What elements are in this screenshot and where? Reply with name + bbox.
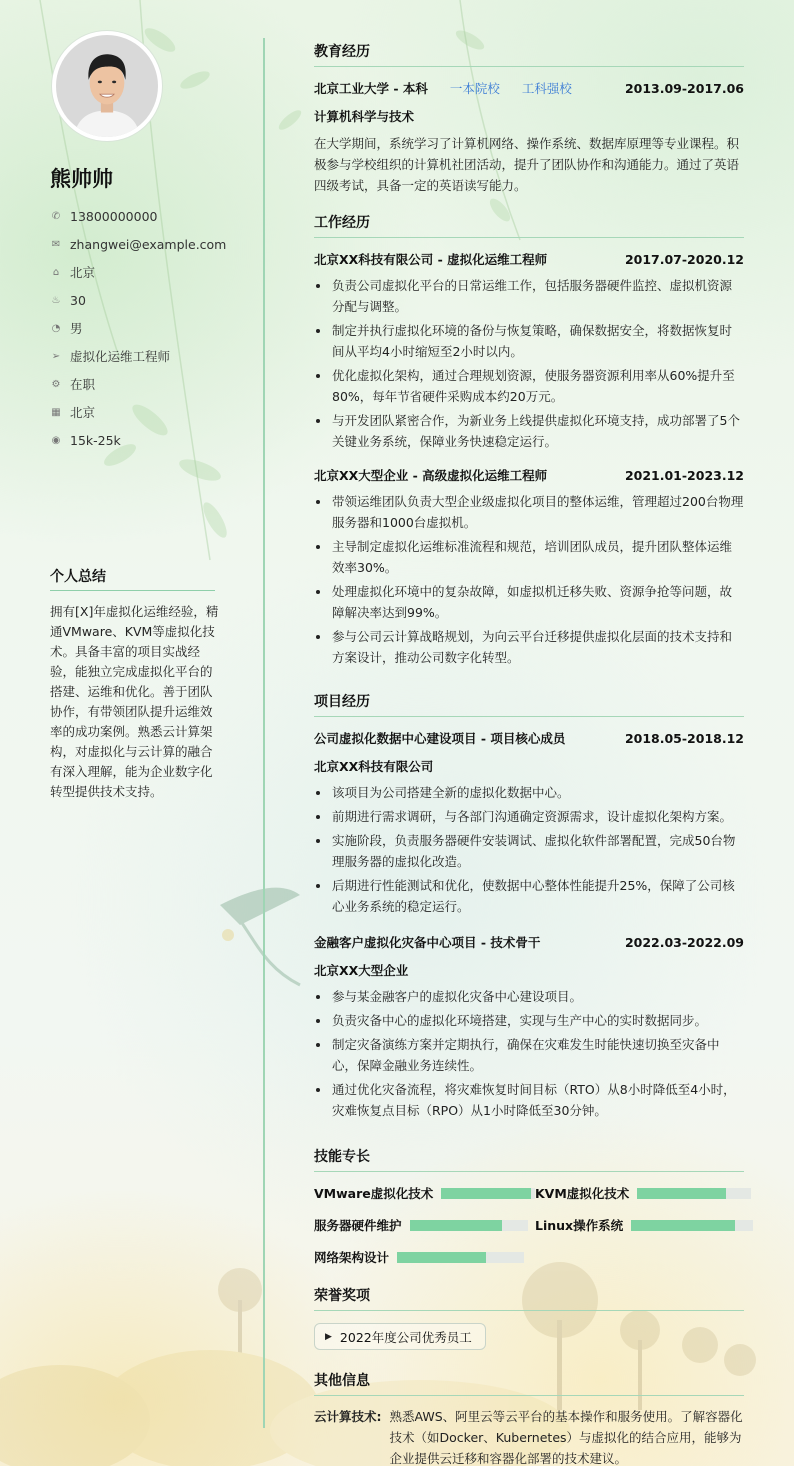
column-divider bbox=[263, 38, 265, 1428]
list-item: 负责灾备中心的虚拟化环境搭建，实现与生产中心的实时数据同步。 bbox=[314, 1010, 744, 1031]
sidebar bbox=[0, 0, 264, 1466]
settings-icon: ⚙ bbox=[51, 378, 61, 390]
work-bullets bbox=[314, 275, 744, 455]
list-item: 制定并执行虚拟化环境的备份与恢复策略，确保数据安全，将数据恢复时间从平均4小时缩短至2小时以内。 bbox=[314, 320, 744, 362]
other-title: 其他信息 bbox=[314, 1370, 744, 1396]
info-location bbox=[50, 258, 226, 286]
honors-title: 荣誉奖项 bbox=[314, 1285, 744, 1311]
education-tag: 工科强校 bbox=[521, 81, 572, 96]
status-value: 在职 bbox=[70, 377, 96, 392]
education-desc: 在大学期间，系统学习了计算机网络、操作系统、数据库原理等专业课程。积极参与学校组织的计算机社团活动，提升了团队协作和沟通能力。通过了英语四级考试，具备一定的英语读写能力。 bbox=[314, 136, 740, 193]
play-icon: ▶ bbox=[325, 1331, 332, 1342]
skill-bar-fill bbox=[397, 1252, 486, 1263]
skill-bar-fill bbox=[410, 1220, 502, 1231]
education-major: 计算机科学与技术 bbox=[314, 109, 415, 124]
list-item: 优化虚拟化架构，通过合理规划资源，使服务器资源利用率从60%提升至80%，每年节省硬件采购成本约20万元。 bbox=[314, 365, 744, 407]
gender-value: 男 bbox=[70, 321, 83, 336]
project-item-heading bbox=[314, 933, 744, 951]
skill-item bbox=[535, 1216, 753, 1234]
info-email bbox=[50, 230, 226, 258]
list-item: 制定灾备演练方案并定期执行，确保在灾难发生时能快速切换至灾备中心，保障金融业务连续性。 bbox=[314, 1034, 744, 1076]
education-date: 2013.09-2017.06 bbox=[624, 80, 744, 96]
skill-bar bbox=[410, 1220, 528, 1231]
project-bullets bbox=[314, 782, 744, 920]
salary-value: 15k-25k bbox=[70, 432, 121, 448]
location-value: 北京 bbox=[70, 265, 96, 280]
work-title: 工作经历 bbox=[314, 212, 744, 238]
info-age bbox=[50, 286, 226, 314]
job-target-value: 虚拟化运维工程师 bbox=[70, 349, 171, 364]
other-text: 熟悉AWS、阿里云等云平台的基本操作和服务使用。了解容器化技术（如Docker、Kubernetes）与虚拟化的结合应用，能够为企业提供云迁移和容器化部署的技术建议。 bbox=[389, 1409, 743, 1466]
list-item: 该项目为公司搭建全新的虚拟化数据中心。 bbox=[314, 782, 744, 803]
other-label: 云计算技术: bbox=[314, 1409, 382, 1424]
info-gender bbox=[50, 314, 226, 342]
education-tag: 一本院校 bbox=[449, 81, 500, 96]
honor-label: 2022年度公司优秀员工 bbox=[339, 1329, 472, 1345]
work-heading: 北京XX科技有限公司 - 虚拟化运维工程师 bbox=[314, 252, 548, 267]
skill-bar bbox=[631, 1220, 753, 1231]
list-item: 带领运维团队负责大型企业级虚拟化项目的整体运维，管理超过200台物理服务器和1000台虚拟机。 bbox=[314, 491, 744, 533]
project-date: 2018.05-2018.12 bbox=[624, 730, 744, 746]
list-item: 前期进行需求调研，与各部门沟通确定资源需求，设计虚拟化架构方案。 bbox=[314, 806, 744, 827]
home-icon: ⌂ bbox=[52, 266, 60, 278]
skills-title: 技能专长 bbox=[314, 1146, 744, 1172]
skill-bar bbox=[441, 1188, 535, 1199]
candidate-name: 熊帅帅 bbox=[50, 167, 113, 191]
info-job-target bbox=[50, 342, 226, 370]
list-item: 负责公司虚拟化平台的日常运维工作，包括服务器硬件监控、虚拟机资源分配与调整。 bbox=[314, 275, 744, 317]
skill-bar-fill bbox=[441, 1188, 530, 1199]
other-info bbox=[314, 1406, 744, 1466]
education-school: 北京工业大学 - 本科 bbox=[314, 81, 428, 96]
avatar bbox=[52, 31, 162, 141]
skill-item bbox=[535, 1184, 751, 1202]
phone-icon: ✆ bbox=[51, 210, 61, 222]
list-item: 通过优化灾备流程，将灾难恢复时间目标（RTO）从8小时降低至4小时，灾难恢复点目标（RPO）从1小时降低至30分钟。 bbox=[314, 1079, 744, 1121]
skill-bar bbox=[637, 1188, 751, 1199]
list-item: 实施阶段，负责服务器硬件安装调试、虚拟化软件部署配置，完成50台物理服务器的虚拟化改造。 bbox=[314, 830, 744, 872]
project-org: 北京XX大型企业 bbox=[314, 963, 409, 978]
info-status bbox=[50, 370, 226, 398]
list-item: 后期进行性能测试和优化，使数据中心整体性能提升25%，保障了公司核心业务系统的稳定运行。 bbox=[314, 875, 744, 917]
info-salary bbox=[50, 426, 226, 454]
age-value: 30 bbox=[70, 292, 86, 308]
cake-icon: ♨ bbox=[51, 294, 61, 306]
project-bullets bbox=[314, 986, 744, 1124]
info-phone bbox=[50, 202, 226, 230]
mail-icon: ✉ bbox=[51, 238, 61, 250]
education-title: 教育经历 bbox=[314, 41, 744, 67]
skill-item bbox=[314, 1248, 524, 1266]
email-value: zhangwei@example.com bbox=[70, 236, 227, 252]
building-icon: ▦ bbox=[51, 406, 61, 418]
list-item: 参与某金融客户的虚拟化灾备中心建设项目。 bbox=[314, 986, 744, 1007]
work-bullets bbox=[314, 491, 744, 671]
education-school-line bbox=[314, 79, 572, 97]
project-heading: 金融客户虚拟化灾备中心项目 - 技术骨干 bbox=[314, 935, 541, 950]
work-item-heading bbox=[314, 250, 744, 268]
summary-text: 拥有[X]年虚拟化运维经验，精通VMware、KVM等虚拟化技术。具备丰富的项目实战经验，能独立完成虚拟化平台的搭建、运维和优化。善于团队协作，有带领团队提升运维效率的成功案例。熟悉云计算架构，对虚拟化与云计算的融合有深入理解，能为企业数字化转型提供技术支持。 bbox=[50, 604, 219, 799]
list-item: 处理虚拟化环境中的复杂故障，如虚拟机迁移失败、资源争抢等问题，故障解决率达到99%。 bbox=[314, 581, 744, 623]
skill-item bbox=[314, 1216, 528, 1234]
skill-name: VMware虚拟化技术 bbox=[314, 1186, 434, 1201]
city-value: 北京 bbox=[70, 405, 96, 420]
education-row bbox=[314, 79, 744, 97]
list-item: 与开发团队紧密合作，为新业务上线提供虚拟化环境支持，成功部署了5个关键业务系统，保障业务快速稳定运行。 bbox=[314, 410, 744, 452]
skill-item bbox=[314, 1184, 535, 1202]
skill-bar-fill bbox=[631, 1220, 735, 1231]
work-item-heading bbox=[314, 466, 744, 484]
list-item: 主导制定虚拟化运维标准流程和规范，培训团队成员，提升团队整体运维效率30%。 bbox=[314, 536, 744, 578]
skill-name: 网络架构设计 bbox=[314, 1250, 390, 1265]
project-org: 北京XX科技有限公司 bbox=[314, 759, 434, 774]
avatar-photo bbox=[56, 35, 158, 137]
list-item: 参与公司云计算战略规划，为向云平台迁移提供虚拟化层面的技术支持和方案设计，推动公司数字化转型。 bbox=[314, 626, 744, 668]
work-heading: 北京XX大型企业 - 高级虚拟化运维工程师 bbox=[314, 468, 548, 483]
skill-name: Linux操作系统 bbox=[535, 1218, 624, 1233]
gender-icon: ◔ bbox=[51, 322, 61, 334]
phone-value: 13800000000 bbox=[70, 208, 158, 224]
skill-name: 服务器硬件维护 bbox=[314, 1218, 402, 1233]
honor-badge bbox=[314, 1323, 486, 1350]
send-icon: ➢ bbox=[51, 350, 61, 362]
summary-title: 个人总结 bbox=[50, 566, 215, 591]
skill-name: KVM虚拟化技术 bbox=[535, 1186, 630, 1201]
contact-info-list bbox=[50, 202, 226, 454]
money-icon: ◉ bbox=[51, 434, 61, 446]
project-heading: 公司虚拟化数据中心建设项目 - 项目核心成员 bbox=[314, 731, 566, 746]
project-date: 2022.03-2022.09 bbox=[624, 934, 744, 950]
project-item-heading bbox=[314, 729, 744, 747]
projects-title: 项目经历 bbox=[314, 691, 744, 717]
skill-bar-fill bbox=[637, 1188, 726, 1199]
info-city bbox=[50, 398, 226, 426]
work-date: 2021.01-2023.12 bbox=[624, 467, 744, 483]
work-date: 2017.07-2020.12 bbox=[624, 251, 744, 267]
skill-bar bbox=[397, 1252, 524, 1263]
